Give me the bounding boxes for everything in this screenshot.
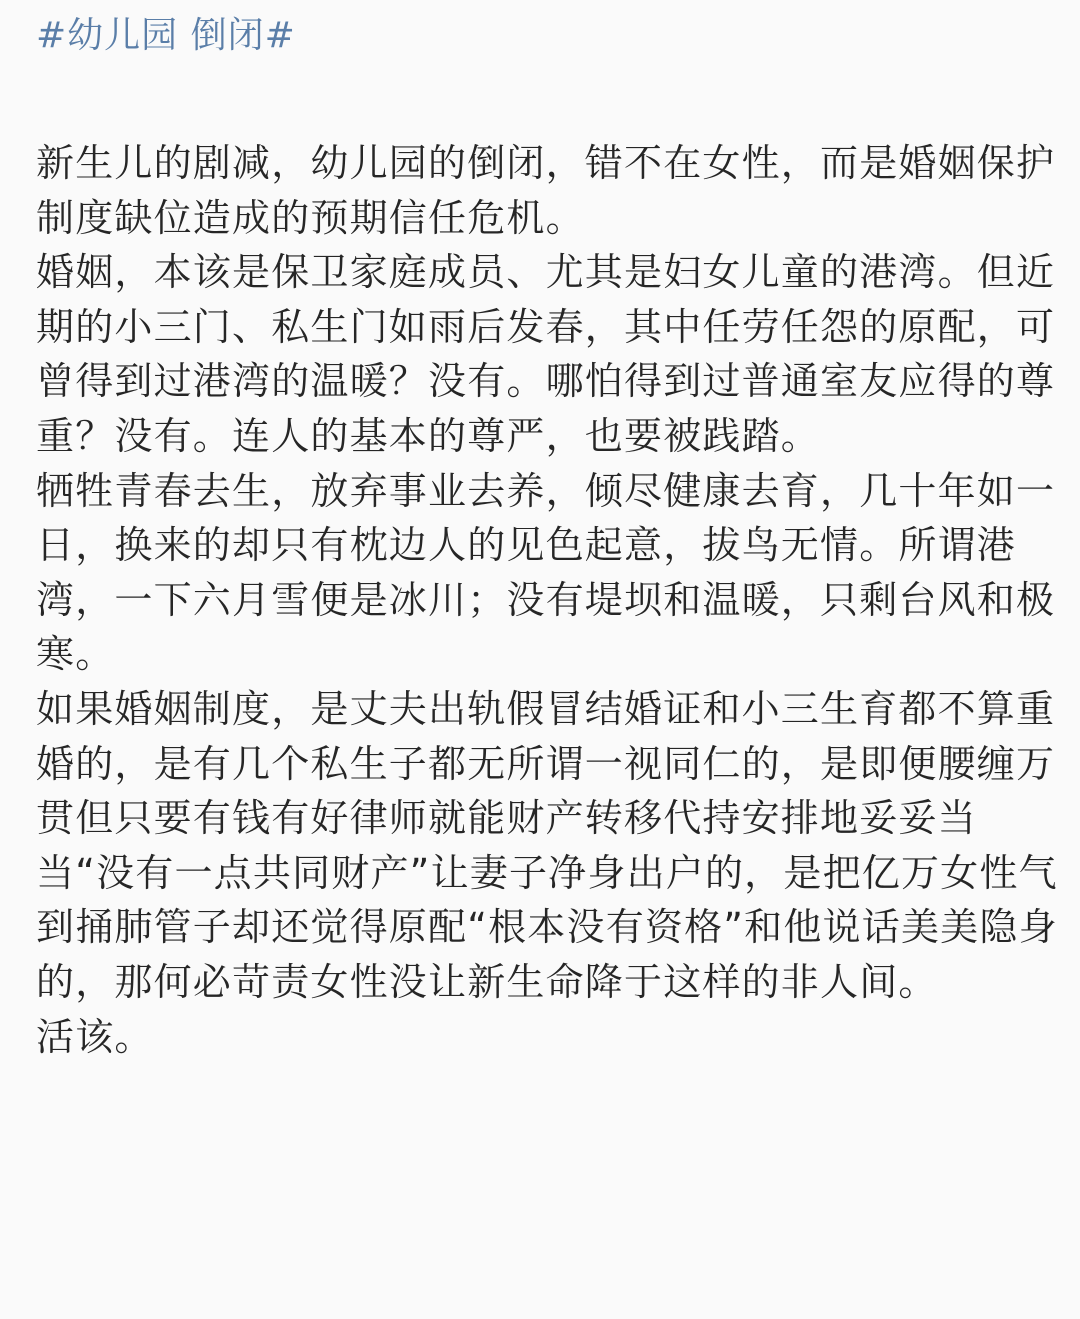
paragraph-4: 如果婚姻制度，是丈夫出轨假冒结婚证和小三生育都不算重婚的，是有几个私生子都无所谓一视同仁的，是即便腰缠万贯但只要有钱有好律师就能财产转移代持安排地妥妥当当“没有一点共同财产”让妻子净身出户的，是把亿万女性气到捅肺管子却还觉得原配“根本没有资格”和他说话美美隐身的，那何必苛责女性没让新生命降于这样的非人间。 (36, 686, 1058, 1004)
topic-hashtag-link[interactable]: #幼儿园 倒闭# (36, 15, 296, 56)
paragraph-1: 新生儿的剧减，幼儿园的倒闭，错不在女性，而是婚姻保护制度缺位造成的预期信任危机。 (36, 141, 1056, 240)
post-body (36, 136, 1058, 1064)
post-content (36, 0, 1058, 1064)
paragraph-3: 牺牲青春去生，放弃事业去养，倾尽健康去育，几十年如一日，换来的却只有枕边人的见色起意，拔鸟无情。所谓港湾，一下六月雪便是冰川；没有堤坝和温暖，只剩台风和极寒。 (36, 468, 1056, 677)
paragraph-5: 活该。 (36, 1014, 154, 1059)
paragraph-2: 婚姻，本该是保卫家庭成员、尤其是妇女儿童的港湾。但近期的小三门、私生门如雨后发春，其中任劳任怨的原配，可曾得到过港湾的温暖？没有。哪怕得到过普通室友应得的尊重？没有。连人的基本的尊严，也要被践踏。 (36, 250, 1056, 458)
